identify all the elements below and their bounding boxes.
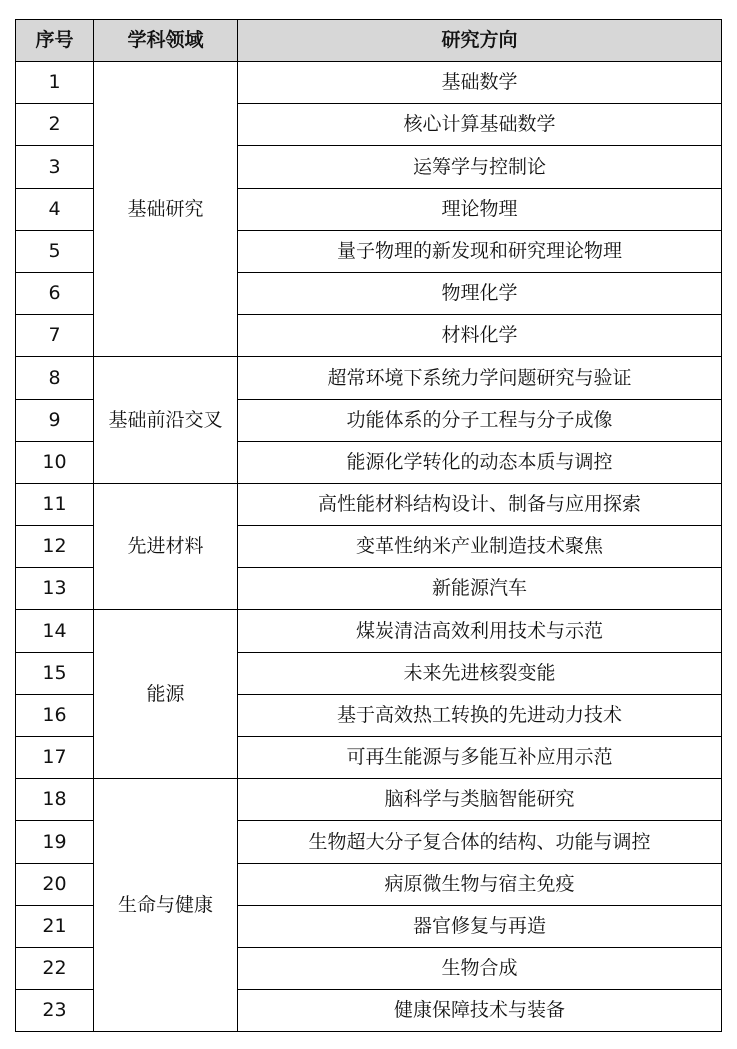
table-body bbox=[16, 62, 722, 1032]
table-row bbox=[16, 357, 722, 399]
field-cell: 基础研究 bbox=[94, 62, 238, 357]
header-index: 序号 bbox=[16, 20, 94, 62]
direction-cell: 健康保障技术与装备 bbox=[238, 990, 722, 1032]
table-header bbox=[16, 20, 722, 62]
header-row bbox=[16, 20, 722, 62]
direction-cell: 变革性纳米产业制造技术聚焦 bbox=[238, 526, 722, 568]
row-index: 6 bbox=[16, 272, 94, 314]
row-index: 10 bbox=[16, 441, 94, 483]
row-index: 15 bbox=[16, 652, 94, 694]
direction-cell: 运筹学与控制论 bbox=[238, 146, 722, 188]
field-cell: 生命与健康 bbox=[94, 779, 238, 1032]
field-cell: 能源 bbox=[94, 610, 238, 779]
table-row bbox=[16, 483, 722, 525]
direction-cell: 基于高效热工转换的先进动力技术 bbox=[238, 694, 722, 736]
row-index: 5 bbox=[16, 230, 94, 272]
row-index: 16 bbox=[16, 694, 94, 736]
row-index: 19 bbox=[16, 821, 94, 863]
direction-cell: 量子物理的新发现和研究理论物理 bbox=[238, 230, 722, 272]
row-index: 7 bbox=[16, 315, 94, 357]
row-index: 1 bbox=[16, 62, 94, 104]
table-row bbox=[16, 62, 722, 104]
direction-cell: 生物合成 bbox=[238, 947, 722, 989]
row-index: 17 bbox=[16, 737, 94, 779]
row-index: 23 bbox=[16, 990, 94, 1032]
direction-cell: 材料化学 bbox=[238, 315, 722, 357]
direction-cell: 器官修复与再造 bbox=[238, 905, 722, 947]
row-index: 22 bbox=[16, 947, 94, 989]
row-index: 11 bbox=[16, 483, 94, 525]
direction-cell: 能源化学转化的动态本质与调控 bbox=[238, 441, 722, 483]
header-field: 学科领域 bbox=[94, 20, 238, 62]
row-index: 18 bbox=[16, 779, 94, 821]
direction-cell: 功能体系的分子工程与分子成像 bbox=[238, 399, 722, 441]
direction-cell: 超常环境下系统力学问题研究与验证 bbox=[238, 357, 722, 399]
row-index: 14 bbox=[16, 610, 94, 652]
field-cell: 基础前沿交叉 bbox=[94, 357, 238, 484]
direction-cell: 煤炭清洁高效利用技术与示范 bbox=[238, 610, 722, 652]
direction-cell: 新能源汽车 bbox=[238, 568, 722, 610]
row-index: 4 bbox=[16, 188, 94, 230]
row-index: 8 bbox=[16, 357, 94, 399]
row-index: 9 bbox=[16, 399, 94, 441]
direction-cell: 核心计算基础数学 bbox=[238, 104, 722, 146]
header-direction: 研究方向 bbox=[238, 20, 722, 62]
row-index: 2 bbox=[16, 104, 94, 146]
direction-cell: 理论物理 bbox=[238, 188, 722, 230]
direction-cell: 生物超大分子复合体的结构、功能与调控 bbox=[238, 821, 722, 863]
table-row bbox=[16, 610, 722, 652]
field-cell: 先进材料 bbox=[94, 483, 238, 610]
row-index: 13 bbox=[16, 568, 94, 610]
row-index: 21 bbox=[16, 905, 94, 947]
direction-cell: 高性能材料结构设计、制备与应用探索 bbox=[238, 483, 722, 525]
direction-cell: 物理化学 bbox=[238, 272, 722, 314]
table-row bbox=[16, 779, 722, 821]
direction-cell: 基础数学 bbox=[238, 62, 722, 104]
direction-cell: 脑科学与类脑智能研究 bbox=[238, 779, 722, 821]
direction-cell: 未来先进核裂变能 bbox=[238, 652, 722, 694]
research-directions-table bbox=[15, 19, 722, 1032]
direction-cell: 可再生能源与多能互补应用示范 bbox=[238, 737, 722, 779]
row-index: 12 bbox=[16, 526, 94, 568]
row-index: 20 bbox=[16, 863, 94, 905]
row-index: 3 bbox=[16, 146, 94, 188]
direction-cell: 病原微生物与宿主免疫 bbox=[238, 863, 722, 905]
